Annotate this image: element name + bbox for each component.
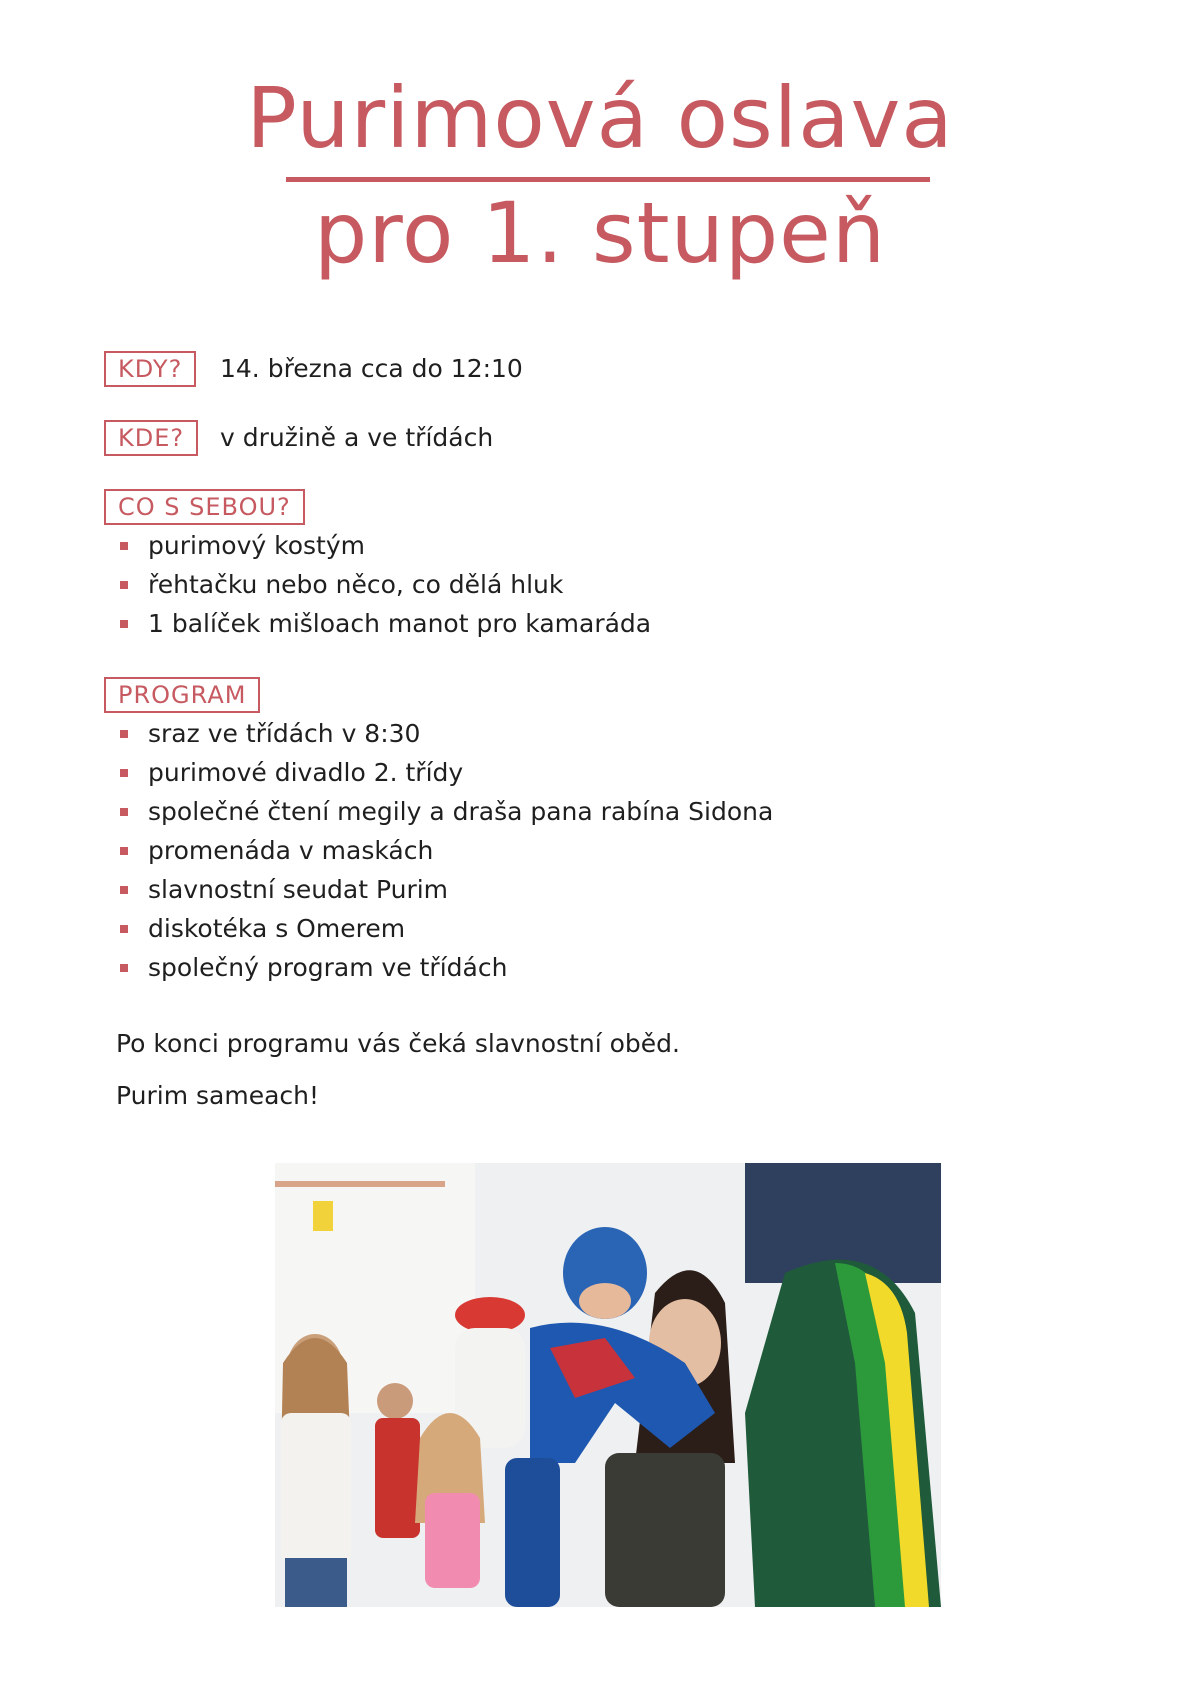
list-item [118,909,773,948]
when-value: 14. března cca do 12:10 [220,354,523,383]
title-underline [286,177,930,182]
list-item [118,948,773,987]
list-item [118,714,773,753]
when-label: KDY? [104,351,196,387]
list-item [118,870,773,909]
bullet-square-icon [120,730,128,738]
list-item [118,604,651,643]
bullet-square-icon [120,542,128,550]
closing-note: Po konci programu vás čeká slavnostní oběd. [116,1029,680,1058]
bullet-square-icon [120,925,128,933]
list-item-text: společné čtení megily a draša pana rabína Sidona [148,797,774,826]
program-list [118,714,773,987]
bullet-square-icon [120,847,128,855]
list-item-text: společný program ve třídách [148,953,508,982]
title-line-1: Purimová oslava [246,69,954,167]
bring-list [118,526,651,643]
purim-party-photo [275,1163,941,1607]
where-label: KDE? [104,420,198,456]
list-item [118,831,773,870]
bullet-square-icon [120,769,128,777]
list-item [118,792,773,831]
closing-greeting: Purim sameach! [116,1081,320,1110]
list-item-text: diskotéka s Omerem [148,914,406,943]
bullet-square-icon [120,964,128,972]
where-value: v družině a ve třídách [220,423,494,452]
bullet-square-icon [120,886,128,894]
title-line-2: pro 1. stupeň [313,184,887,282]
list-item-text: purimové divadlo 2. třídy [148,758,464,787]
program-label: PROGRAM [104,677,260,713]
list-item [118,565,651,604]
bring-label: CO S SEBOU? [104,489,305,525]
list-item-text: slavnostní seudat Purim [148,875,449,904]
list-item-text: sraz ve třídách v 8:30 [148,719,421,748]
list-item [118,753,773,792]
bullet-square-icon [120,620,128,628]
bullet-square-icon [120,581,128,589]
list-item [118,526,651,565]
list-item-text: promenáda v maskách [148,836,434,865]
bullet-square-icon [120,808,128,816]
list-item-text: 1 balíček mišloach manot pro kamaráda [148,609,652,638]
list-item-text: purimový kostým [148,531,365,560]
list-item-text: řehtačku nebo něco, co dělá hluk [148,570,564,599]
